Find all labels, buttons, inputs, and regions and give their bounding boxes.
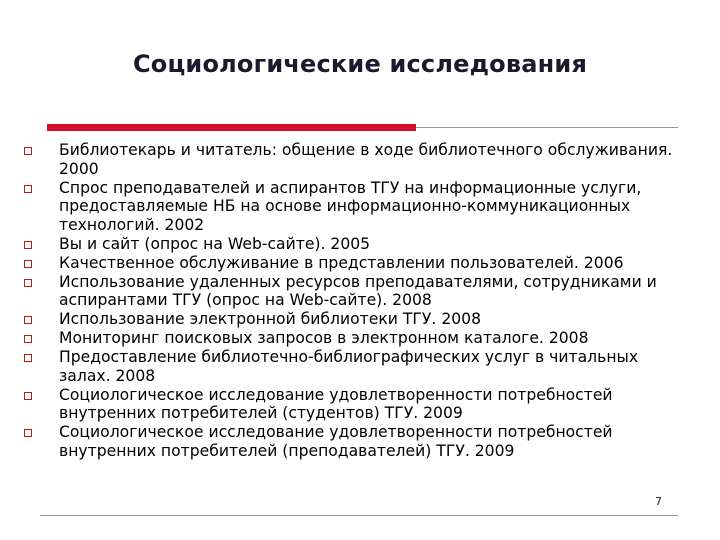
list-item bbox=[0, 423, 684, 460]
footer-divider-rule bbox=[40, 515, 678, 516]
list-item bbox=[0, 141, 684, 178]
list-item bbox=[0, 329, 684, 348]
square-bullet-icon bbox=[24, 279, 32, 287]
square-bullet-icon bbox=[24, 185, 32, 193]
list-item-text: Спрос преподавателей и аспирантов ТГУ на информационные услуги, предоставляемые НБ на основе информационно-коммуникационных технологий. 2002 bbox=[59, 178, 642, 234]
square-bullet-icon bbox=[24, 316, 32, 324]
square-bullet-icon bbox=[24, 147, 32, 155]
page-number: 7 bbox=[655, 495, 662, 508]
square-bullet-icon bbox=[24, 241, 32, 249]
square-bullet-icon bbox=[24, 335, 32, 343]
list-item bbox=[0, 310, 684, 329]
list-item-text: Мониторинг поисковых запросов в электронном каталоге. 2008 bbox=[59, 329, 589, 347]
list-item bbox=[0, 386, 684, 423]
list-item-text: Качественное обслуживание в представлении пользователей. 2006 bbox=[59, 253, 624, 272]
research-list bbox=[0, 141, 720, 461]
title-accent-rule bbox=[47, 124, 416, 131]
square-bullet-icon bbox=[24, 354, 32, 362]
list-item-text: Использование электронной библиотеки ТГУ. 2008 bbox=[59, 310, 482, 328]
list-item-text: Вы и сайт (опрос на Web-сайте). 2005 bbox=[59, 234, 371, 253]
list-item bbox=[0, 254, 684, 273]
slide-title: Социологические исследования bbox=[132, 50, 588, 78]
list-item-text: Предоставление библиотечно-библиографических услуг в читальных залах. 2008 bbox=[59, 348, 639, 385]
list-item-text: Библиотекарь и читатель: общение в ходе библиотечного обслуживания. 2000 bbox=[59, 141, 673, 178]
list-item bbox=[0, 179, 684, 235]
square-bullet-icon bbox=[24, 260, 32, 268]
list-item bbox=[0, 348, 684, 385]
square-bullet-icon bbox=[24, 429, 32, 437]
square-bullet-icon bbox=[24, 392, 32, 400]
list-item-text: Социологическое исследование удовлетворенности потребностей внутренних потребителей (студентов) ТГУ. 2009 bbox=[59, 385, 613, 422]
title-divider-rule bbox=[416, 127, 678, 128]
list-item-text: Использование удаленных ресурсов преподавателями, сотрудниками и аспирантами ТГУ (опрос на Web-сайте). 2008 bbox=[59, 272, 657, 309]
list-item-text: Социологическое исследование удовлетворенности потребностей внутренних потребителей (преподавателей) ТГУ. 2009 bbox=[59, 423, 613, 460]
list-item bbox=[0, 273, 684, 310]
list-item bbox=[0, 235, 684, 254]
